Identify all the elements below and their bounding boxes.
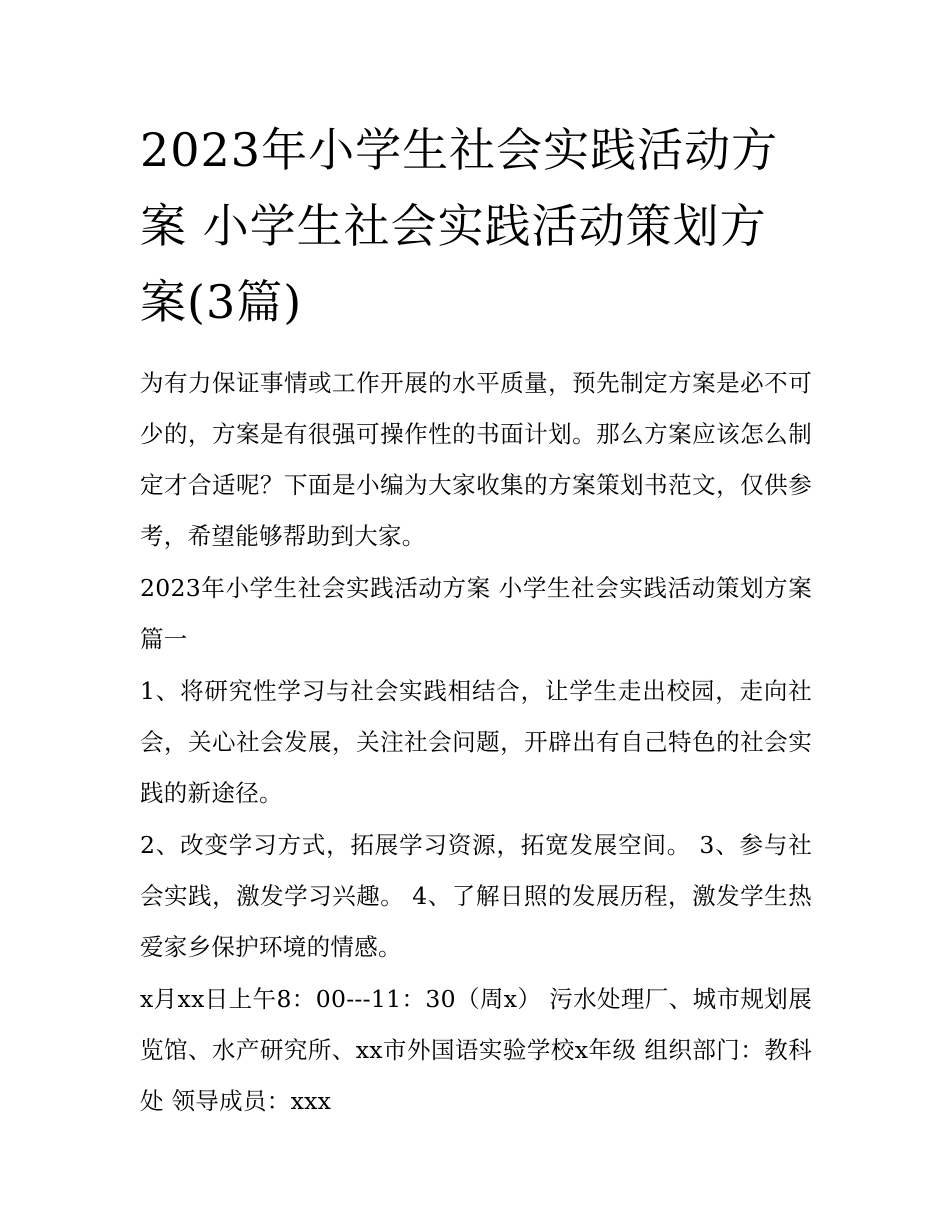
intro-paragraph: 为有力保证事情或工作开展的水平质量，预先制定方案是必不可少的，方案是有很强可操作性的书面计划。那么方案应该怎么制定才合适呢？下面是小编为大家收集的方案策划书范文，仅供参考，希望能够帮助到大家。 (140, 369, 812, 550)
objective-paragraph-2: 2、改变学习方式，拓展学习资源，拓宽发展空间。 3、参与社会实践，激发学习兴趣。 4、了解日照的发展历程，激发学生热爱家乡保护环境的情感。 (140, 831, 812, 961)
schedule-paragraph: x月xx日上午8：00---11：30（周x） 污水处理厂、城市规划展览馆、水产研究所、xx市外国语实验学校x年级 组织部门：教科处 领导成员：xxx (140, 985, 812, 1115)
document-body (140, 112, 812, 1128)
section-heading: 2023年小学生社会实践活动方案 小学生社会实践活动策划方案篇一 (140, 574, 812, 653)
objective-paragraph-1: 1、将研究性学习与社会实践相结合，让学生走出校园，走向社会，关心社会发展，关注社会问题，开辟出有自己特色的社会实践的新途径。 (140, 677, 812, 807)
document-title: 2023年小学生社会实践活动方案 小学生社会实践活动策划方案(3篇) (140, 123, 779, 329)
